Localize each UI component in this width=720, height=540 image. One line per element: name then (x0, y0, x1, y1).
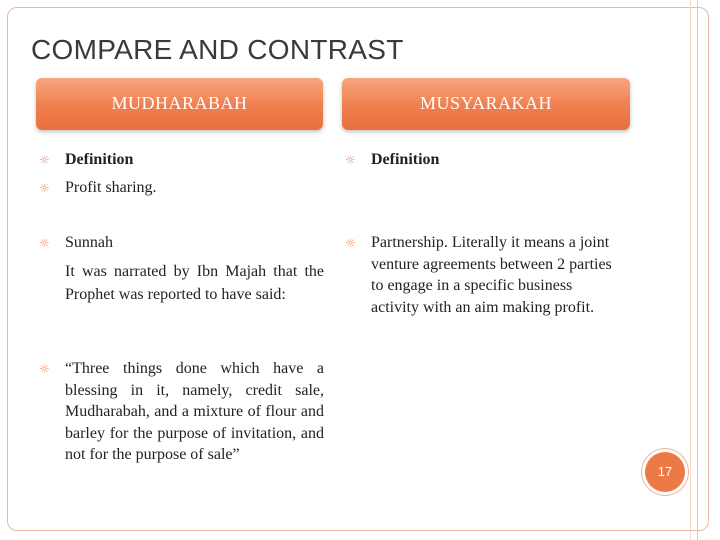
sun-bullet-icon: ☼ (39, 153, 50, 167)
left-sunnah-label: Sunnah (65, 234, 113, 251)
sun-bullet-icon: ☼ (345, 236, 356, 250)
left-definition-label: Definition (65, 151, 134, 168)
sun-bullet-icon: ☼ (345, 153, 356, 167)
right-definition-label: Definition (371, 151, 440, 168)
slide-title: COMPARE AND CONTRAST (31, 34, 404, 65)
musyarakah-header: MUSYARAKAH (342, 78, 630, 130)
sun-bullet-icon: ☼ (39, 236, 50, 250)
left-sunnah-detail: It was narrated by Ibn Majah that the Prophet was reported to have said: (65, 263, 324, 303)
right-partnership-definition: Partnership. Literally it means a joint venture agreements between 2 parties to engage in a specific business activity with an aim making profit. (371, 234, 612, 316)
left-hadith-quote: “Three things done which have a blessing in it, namely, credit sale, Mudharabah, and a mixture of flour and barley for the purpose of invitation, and not for the purpose of sale” (65, 360, 324, 463)
decorative-rail-outer (697, 0, 698, 540)
page-number-badge: 17 (645, 452, 685, 492)
sun-bullet-icon: ☼ (39, 362, 50, 376)
decorative-rail-inner (690, 0, 691, 540)
left-profit-sharing: Profit sharing. (65, 179, 157, 196)
sun-bullet-icon: ☼ (39, 181, 50, 195)
mudharabah-header: MUDHARABAH (36, 78, 323, 130)
